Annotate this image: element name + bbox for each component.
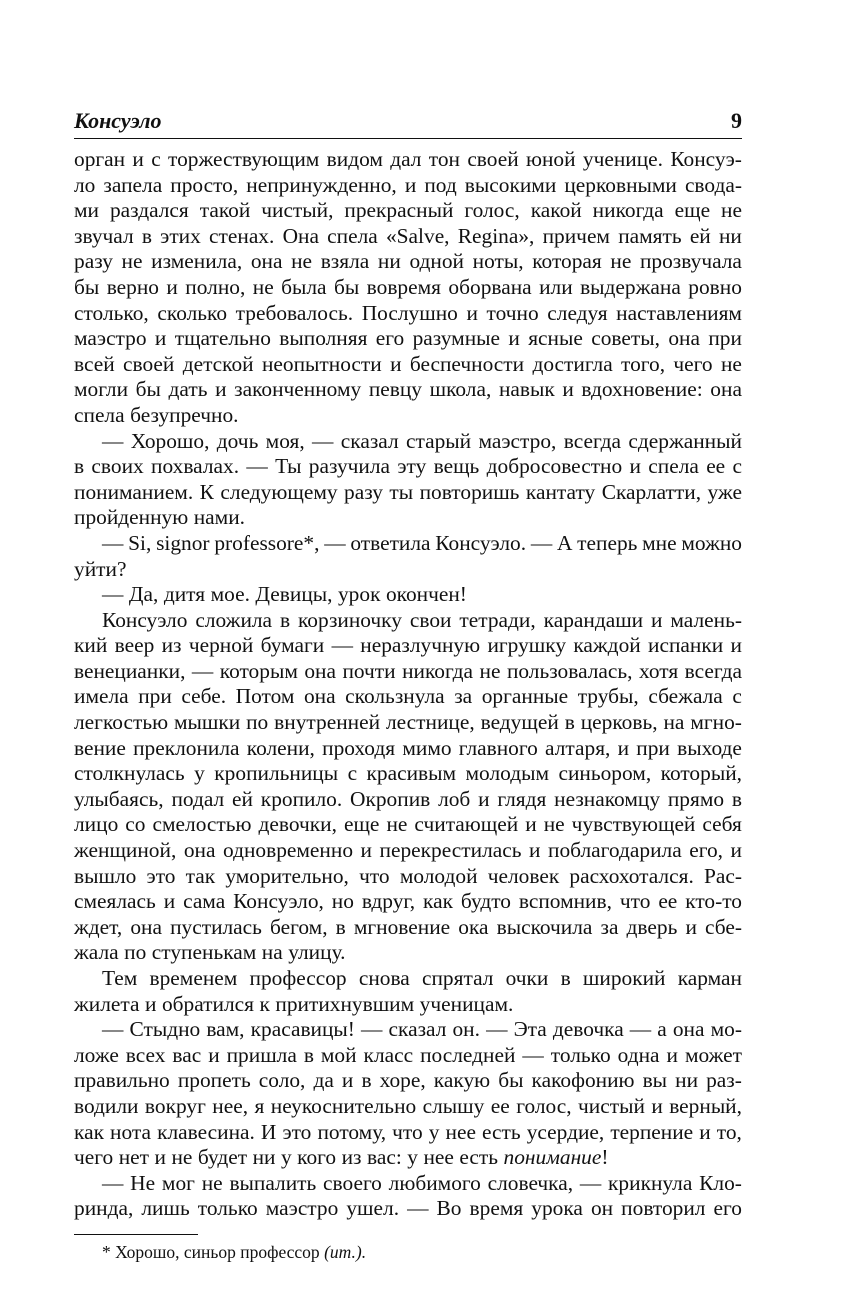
text-line: в своих похвалах. — Ты разучила эту вещь добросовестно и спела ее с bbox=[74, 454, 742, 479]
text-line: водили вокруг нее, я неукоснительно слышу ее голос, чистый и верный, bbox=[74, 1093, 742, 1118]
text-line: — Не мог не выпалить своего любимого словечка, — крикнула Кло- bbox=[102, 1170, 742, 1195]
book-page bbox=[74, 108, 742, 1263]
text-line: столько, сколько требовалось. Послушно и точно следуя наставлениям bbox=[74, 300, 742, 325]
text-line: чего нет и не будет ни у кого из вас: у нее есть понимание! bbox=[74, 1145, 609, 1170]
footnote-text: * Хорошо, синьор профессор bbox=[102, 1241, 320, 1262]
running-title: Консуэло bbox=[74, 108, 162, 133]
text-line: легкостью мышки по внутренней лестнице, ведущей в церковь, на мгно- bbox=[74, 710, 742, 735]
text-line: — Si, signor professore*, — ответила Консуэло. — А теперь мне можно bbox=[102, 530, 742, 555]
text-line: Тем временем профессор снова спрятал очки в широкий карман bbox=[102, 966, 742, 990]
text-line: пройденную нами. bbox=[74, 505, 246, 530]
text-line: жала по ступенькам на улицу. bbox=[74, 940, 346, 965]
text-line: венецианки, — которым она почти никогда не пользовалась, хотя всегда bbox=[74, 658, 742, 683]
text-line: звучал в этих стенах. Она спела «Salve, Regina», причем память ей ни bbox=[74, 223, 742, 248]
text-line: орган и с торжествующим видом дал тон своей юной ученице. Консуэ- bbox=[74, 147, 742, 171]
text-line: как нота клавесина. И это потому, что у нее есть усердие, терпение и то, bbox=[74, 1119, 742, 1144]
text-line: пониманием. К следующему разу ты повторишь кантату Скарлатти, уже bbox=[74, 479, 742, 504]
text-line: вышло это так уморительно, что молодой человек расхохотался. Рас- bbox=[74, 863, 742, 888]
running-head bbox=[74, 108, 742, 139]
text-line: ми раздался такой чистый, прекрасный голос, какой никогда еще не bbox=[74, 198, 742, 223]
text-line: могли бы дать и законченному певцу школа, навык и вдохновение: она bbox=[74, 377, 742, 402]
page-number: 9 bbox=[731, 108, 742, 133]
text-line: смеялась и сама Консуэло, но вдруг, как будто вспомнив, что ее кто-то bbox=[74, 889, 742, 914]
text-line: улыбаясь, подал ей кропило. Окропив лоб и глядя незнакомцу прямо в bbox=[74, 786, 742, 811]
text-line: — Стыдно вам, красавицы! — сказал он. — Эта девочка — а она мо- bbox=[102, 1017, 742, 1042]
text-line: имела при себе. Потом она скользнула за органные трубы, сбежала с bbox=[74, 684, 742, 709]
body-text bbox=[74, 147, 742, 1222]
text-line: — Хорошо, дочь моя, — сказал старый маэстро, всегда сдержанный bbox=[102, 428, 742, 453]
text-line: маэстро и тщательно выполняя его разумные и ясные советы, она при bbox=[74, 326, 742, 351]
text-line: ринда, лишь только маэстро ушел. — Во время урока он повторил его bbox=[74, 1196, 742, 1221]
text-line: столкнулась у кропильницы с красивым молодым синьором, который, bbox=[74, 761, 742, 786]
text-line: — Да, дитя мое. Девицы, урок окончен! bbox=[102, 582, 467, 607]
text-line: вение преклонила колени, проходя мимо главного алтаря, и при выходе bbox=[74, 735, 742, 760]
footnote bbox=[74, 1241, 742, 1263]
text-line: ло запела просто, непринужденно, и под высокими церковными свода- bbox=[74, 172, 742, 197]
text-line: жилета и обратился к притихнувшим ученицам. bbox=[74, 991, 514, 1016]
text-line: всей своей детской неопытности и беспечности достигла того, чего не bbox=[74, 351, 742, 376]
text-line: спела безупречно. bbox=[74, 402, 239, 427]
text-line: бы верно и полно, не была бы вовремя оборвана или выдержана ровно bbox=[74, 274, 742, 299]
text-line: уйти? bbox=[74, 556, 127, 581]
footnote-language-note: (ит.). bbox=[324, 1241, 367, 1262]
text-line: разу не изменила, она не взяла ни одной ноты, которая не прозвучала bbox=[74, 249, 742, 274]
text-line: лицо со смелостью девочки, еще не считающей и не чувствующей себя bbox=[74, 812, 742, 837]
text-line: Консуэло сложила в корзиночку свои тетради, карандаши и малень- bbox=[102, 607, 742, 632]
text-line: правильно пропеть соло, да и в хоре, какую бы какофонию вы ни раз- bbox=[74, 1068, 742, 1093]
text-line: ложе всех вас и пришла в мой класс последней — только одна и может bbox=[74, 1042, 742, 1067]
text-line: женщиной, она одновременно и перекрестилась и поблагодарила его, и bbox=[74, 838, 742, 863]
footnote-rule bbox=[74, 1234, 198, 1235]
text-line: кий веер из черной бумаги — неразлучную игрушку каждой испанки и bbox=[74, 633, 742, 658]
text-line: ждет, она пустилась бегом, в мгновение ока выскочила за дверь и сбе- bbox=[74, 914, 742, 939]
